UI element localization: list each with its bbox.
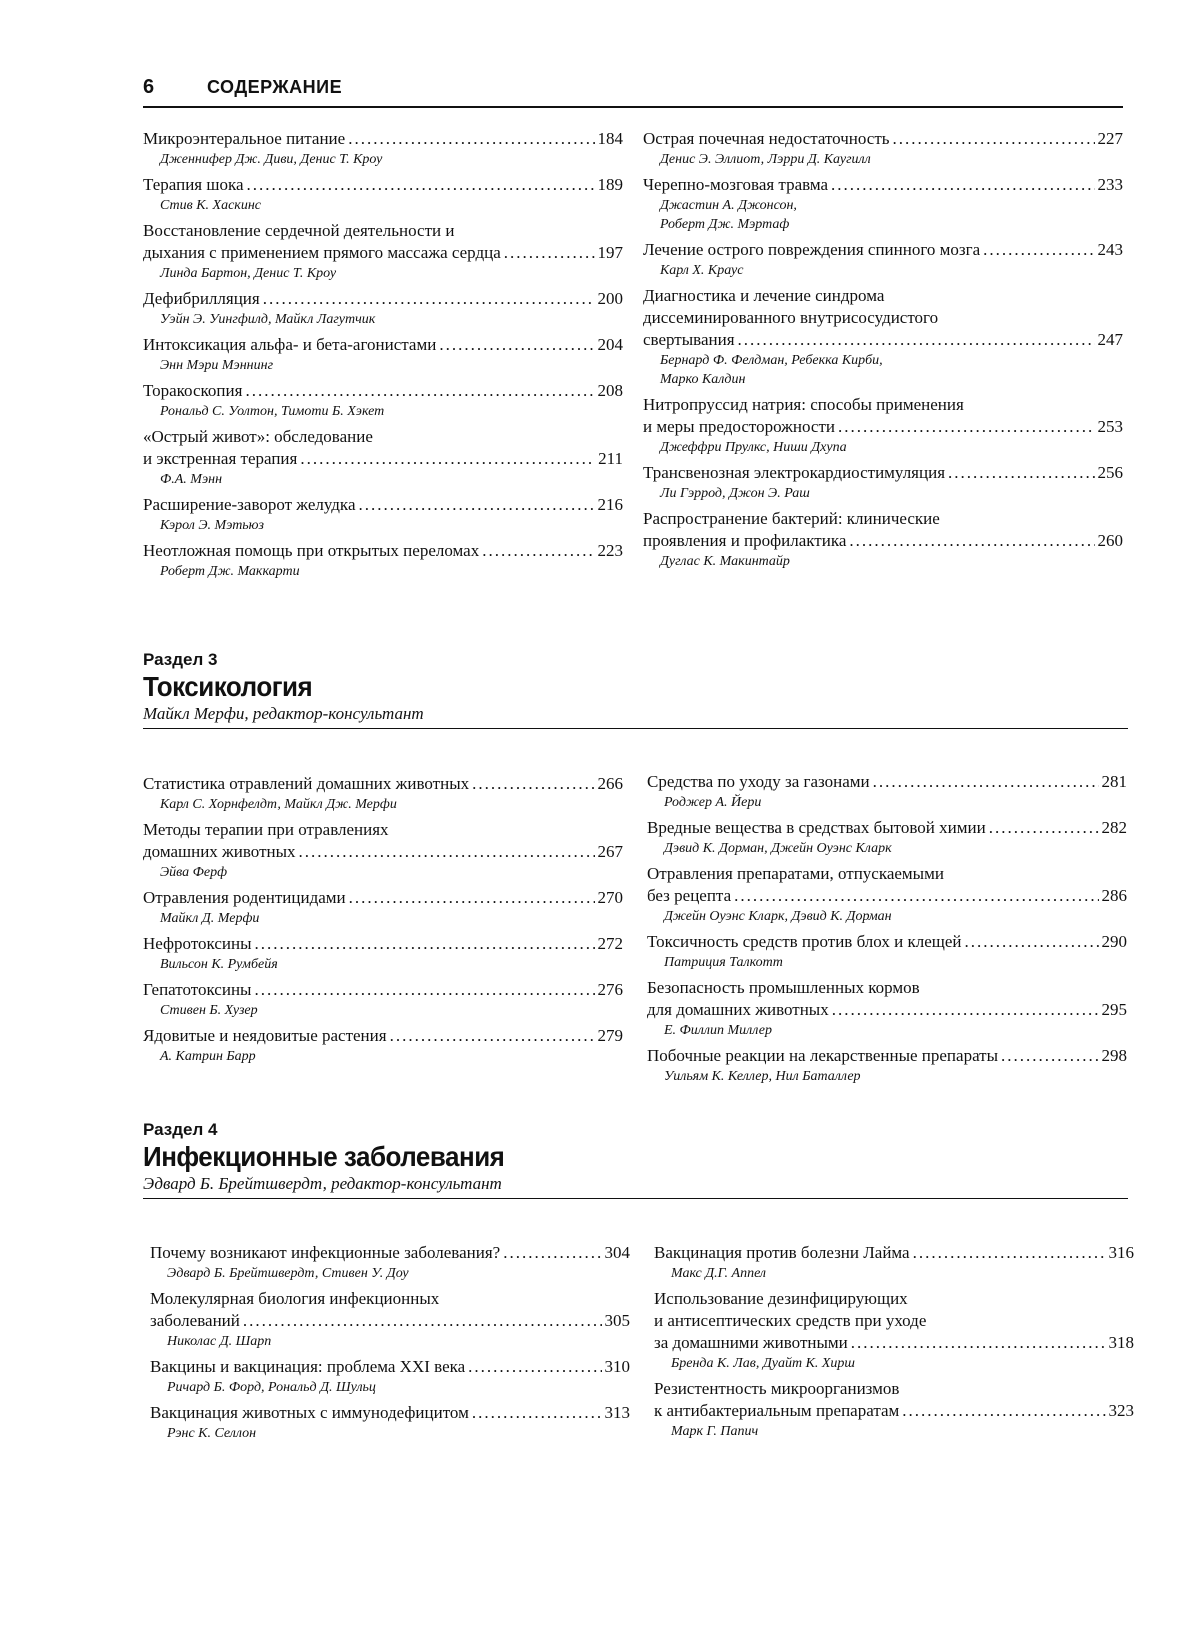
toc-entry-title: Торакоскопия bbox=[143, 381, 243, 400]
toc-entry-authors: Вильсон К. Румбейя bbox=[160, 957, 278, 972]
dot-leader bbox=[390, 1025, 595, 1047]
toc-entry-authors: Линда Бартон, Денис Т. Кроу bbox=[160, 266, 337, 281]
toc-entry-line bbox=[143, 288, 623, 310]
dot-leader bbox=[247, 174, 595, 196]
toc-entry-title: Восстановление сердечной деятельности и bbox=[143, 221, 455, 240]
dot-leader bbox=[851, 1332, 1106, 1354]
toc-entry-authors: Дженнифер Дж. Диви, Денис Т. Кроу bbox=[160, 152, 383, 167]
dot-leader bbox=[989, 817, 1099, 839]
toc-page-number: 216 bbox=[597, 495, 623, 514]
toc-entry bbox=[150, 1356, 630, 1397]
toc-entry bbox=[143, 128, 623, 169]
dot-leader bbox=[245, 380, 594, 402]
toc-entry bbox=[643, 508, 1123, 571]
toc-entry-title: Микроэнтеральное питание bbox=[143, 129, 346, 148]
toc-page-number: 267 bbox=[597, 842, 623, 861]
toc-entry-line bbox=[654, 1310, 1134, 1332]
toc-entry bbox=[647, 1045, 1127, 1086]
section-editor: Майкл Мерфи, редактор-консультант bbox=[143, 704, 424, 723]
dot-leader bbox=[902, 1400, 1105, 1422]
dot-leader bbox=[832, 999, 1099, 1021]
toc-entry-authors: Рэнс К. Селлон bbox=[167, 1426, 257, 1441]
toc-page-number: 295 bbox=[1101, 1000, 1127, 1019]
toc-entry bbox=[143, 819, 623, 882]
toc-entry-title: Расширение-заворот желудка bbox=[143, 495, 356, 514]
toc-entry-line bbox=[654, 1242, 1134, 1264]
toc-entry-title: Распространение бактерий: клинические bbox=[643, 509, 940, 528]
toc-entry-line bbox=[143, 334, 623, 356]
toc-entry-line bbox=[143, 426, 623, 448]
toc-entry-title: Острая почечная недостаточность bbox=[643, 129, 890, 148]
dot-leader bbox=[503, 1242, 601, 1264]
toc-entry-title: и антисептических средств при уходе bbox=[654, 1311, 927, 1330]
toc-entry-line bbox=[150, 1288, 630, 1310]
toc-entry-line bbox=[643, 174, 1123, 196]
toc-entry-authors: Карл Х. Краус bbox=[660, 263, 744, 278]
toc-entry-title: Терапия шока bbox=[143, 175, 244, 194]
toc-entry-authors: Эдвард Б. Брейтшвердт, Стивен У. Доу bbox=[167, 1266, 409, 1281]
toc-entry-line bbox=[150, 1402, 630, 1424]
toc-entry-title: Интоксикация альфа- и бета-агонистами bbox=[143, 335, 437, 354]
dot-leader bbox=[472, 773, 594, 795]
toc-entry-title: Отравления препаратами, отпускаемыми bbox=[647, 864, 944, 883]
toc-entry-authors: Марко Калдин bbox=[660, 372, 746, 387]
dot-leader bbox=[439, 334, 594, 356]
toc-entry-line bbox=[143, 841, 623, 863]
toc-entry-authors: Макс Д.Г. Аппел bbox=[671, 1266, 767, 1281]
toc-entry bbox=[143, 220, 623, 283]
toc-entry-title: Использование дезинфицирующих bbox=[654, 1289, 908, 1308]
toc-entry-title: Диагностика и лечение синдрома bbox=[643, 286, 885, 305]
toc-entry bbox=[647, 817, 1127, 858]
toc-entry-line bbox=[143, 494, 623, 516]
toc-entry-authors: Роберт Дж. Мэртаф bbox=[660, 217, 790, 232]
dot-leader bbox=[893, 128, 1095, 150]
toc-entry-title: домашних животных bbox=[143, 842, 296, 861]
toc-entry bbox=[643, 128, 1123, 169]
toc-entry-title: Нефротоксины bbox=[143, 934, 252, 953]
toc-entry-line bbox=[150, 1356, 630, 1378]
toc-entry-line bbox=[647, 999, 1127, 1021]
toc-page-number: 189 bbox=[597, 175, 623, 194]
dot-leader bbox=[964, 931, 1098, 953]
toc-entry bbox=[643, 285, 1123, 389]
page-number: 6 bbox=[143, 76, 155, 98]
toc-entry-authors: Бернард Ф. Фелдман, Ребекка Кирби, bbox=[660, 353, 883, 368]
toc-entry-line bbox=[643, 530, 1123, 552]
toc-entry bbox=[143, 426, 623, 489]
toc-entry-title: «Острый живот»: обследование bbox=[143, 427, 373, 446]
toc-entry-title: Отравления родентицидами bbox=[143, 888, 346, 907]
toc-entry-line bbox=[143, 128, 623, 150]
toc-entry bbox=[643, 462, 1123, 503]
toc-entry-line bbox=[643, 394, 1123, 416]
dot-leader bbox=[738, 329, 1095, 351]
toc-page-number: 243 bbox=[1097, 240, 1123, 259]
toc-entry-authors: Джеффри Прулкс, Ниши Дхупа bbox=[660, 440, 847, 455]
dot-leader bbox=[254, 979, 594, 1001]
toc-entry-authors: Роджер А. Йери bbox=[664, 795, 762, 810]
toc-entry-line bbox=[643, 508, 1123, 530]
toc-page-number: 204 bbox=[597, 335, 623, 354]
toc-entry-title: Средства по уходу за газонами bbox=[647, 772, 870, 791]
toc-entry-authors: Е. Филлип Миллер bbox=[664, 1023, 772, 1038]
toc-entry bbox=[654, 1288, 1134, 1373]
toc-entry-title: Безопасность промышленных кормов bbox=[647, 978, 920, 997]
toc-entry-title: Вредные вещества в средствах бытовой химии bbox=[647, 818, 986, 837]
toc-entry-line bbox=[150, 1242, 630, 1264]
toc-page-number: 304 bbox=[604, 1243, 630, 1262]
toc-page-number: 253 bbox=[1097, 417, 1123, 436]
toc-entry-authors: Николас Д. Шарп bbox=[167, 1334, 272, 1349]
toc-entry-line bbox=[654, 1332, 1134, 1354]
toc-entry-authors: Дэвид К. Дорман, Джейн Оуэнс Кларк bbox=[664, 841, 892, 856]
toc-entry bbox=[643, 394, 1123, 457]
toc-page-number: 227 bbox=[1097, 129, 1123, 148]
toc-entry-title: к антибактериальным препаратам bbox=[654, 1401, 900, 1420]
section-4-heading bbox=[143, 1120, 1128, 1199]
toc-entry-authors: Ричард Б. Форд, Рональд Д. Шульц bbox=[167, 1380, 376, 1395]
toc-page-number: 223 bbox=[597, 541, 623, 560]
toc-entry-title: дыхания с применением прямого массажа сердца bbox=[143, 243, 501, 262]
toc-entry-authors: Патриция Талкотт bbox=[664, 955, 783, 970]
toc-entry-title: и меры предосторожности bbox=[643, 417, 835, 436]
dot-leader bbox=[300, 448, 595, 470]
dot-leader bbox=[472, 1402, 602, 1424]
toc-page-number: 276 bbox=[597, 980, 623, 999]
toc-entry-line bbox=[654, 1288, 1134, 1310]
section-label: Раздел 4 bbox=[143, 1120, 218, 1139]
toc-page-number: 184 bbox=[597, 129, 623, 148]
toc-entry-title: Вакцинация против болезни Лайма bbox=[654, 1243, 910, 1262]
dot-leader bbox=[913, 1242, 1106, 1264]
section-3-heading bbox=[143, 650, 1128, 729]
toc-entry-authors: Стивен Б. Хузер bbox=[160, 1003, 258, 1018]
toc-entry-authors: Роберт Дж. Маккарти bbox=[160, 564, 300, 579]
toc-entry-line bbox=[143, 540, 623, 562]
toc-entry-title: Ядовитые и неядовитые растения bbox=[143, 1026, 387, 1045]
toc-entry bbox=[150, 1288, 630, 1351]
toc-entry-line bbox=[647, 1045, 1127, 1067]
dot-leader bbox=[948, 462, 1094, 484]
toc-page-number: 233 bbox=[1097, 175, 1123, 194]
toc-page-number: 260 bbox=[1097, 531, 1123, 550]
toc-entry-line bbox=[647, 771, 1127, 793]
toc-entry-line bbox=[143, 220, 623, 242]
toc-page-number: 310 bbox=[604, 1357, 630, 1376]
toc-entry bbox=[647, 977, 1127, 1040]
dot-leader bbox=[1001, 1045, 1098, 1067]
dot-leader bbox=[838, 416, 1095, 438]
toc-entry-authors: Кэрол Э. Мэтьюз bbox=[160, 518, 265, 533]
toc-entry-title: Черепно-мозговая травма bbox=[643, 175, 829, 194]
toc-entry bbox=[654, 1242, 1134, 1283]
toc-entry-title: для домашних животных bbox=[647, 1000, 829, 1019]
section-rule bbox=[143, 1198, 1128, 1199]
toc-page-number: 318 bbox=[1108, 1333, 1134, 1352]
toc-entry-line bbox=[643, 285, 1123, 307]
toc-entry-authors: Дуглас К. Макинтайр bbox=[660, 554, 790, 569]
section-rule bbox=[143, 728, 1128, 729]
toc-entry-authors: Уэйн Э. Уингфилд, Майкл Лагутчик bbox=[160, 312, 376, 327]
toc-entry bbox=[143, 887, 623, 928]
toc-page-number: 316 bbox=[1108, 1243, 1134, 1262]
toc-entry bbox=[647, 931, 1127, 972]
toc-entry-title: проявления и профилактика bbox=[643, 531, 847, 550]
toc-entry-title: Почему возникают инфекционные заболевания? bbox=[150, 1243, 501, 1262]
dot-leader bbox=[299, 841, 595, 863]
toc-entry-line bbox=[647, 885, 1127, 907]
toc-entry-title: диссеминированного внутрисосудистого bbox=[643, 308, 939, 327]
toc-entry-authors: Уильям К. Келлер, Нил Баталлер bbox=[664, 1069, 861, 1084]
toc-entry-line bbox=[143, 1025, 623, 1047]
toc-page-number: 286 bbox=[1101, 886, 1127, 905]
dot-leader bbox=[358, 494, 594, 516]
toc-page-number: 247 bbox=[1097, 330, 1123, 349]
toc-entry bbox=[143, 174, 623, 215]
toc-entry-title: Побочные реакции на лекарственные препараты bbox=[647, 1046, 999, 1065]
toc-entry-line bbox=[143, 887, 623, 909]
toc-entry-authors: Марк Г. Папич bbox=[671, 1424, 759, 1439]
toc-entry-line bbox=[643, 416, 1123, 438]
toc-entry bbox=[143, 773, 623, 814]
toc-entry-authors: Стив К. Хаскинс bbox=[160, 198, 261, 213]
toc-entry-line bbox=[647, 863, 1127, 885]
dot-leader bbox=[734, 885, 1098, 907]
toc-page-number: 270 bbox=[597, 888, 623, 907]
toc-entry-authors: Бренда К. Лав, Дуайт К. Хирш bbox=[671, 1356, 856, 1371]
dot-leader bbox=[263, 288, 595, 310]
toc-entry bbox=[143, 540, 623, 581]
toc-page-number: 313 bbox=[604, 1403, 630, 1422]
toc-entry bbox=[143, 288, 623, 329]
dot-leader bbox=[831, 174, 1094, 196]
toc-entry-authors: Джейн Оуэнс Кларк, Дэвид К. Дорман bbox=[664, 909, 892, 924]
section-label: Раздел 3 bbox=[143, 650, 218, 669]
toc-column-left bbox=[143, 773, 623, 1071]
toc-column-left bbox=[150, 1242, 630, 1448]
dot-leader bbox=[243, 1310, 602, 1332]
toc-entry-line bbox=[654, 1400, 1134, 1422]
dot-leader bbox=[504, 242, 595, 264]
running-head bbox=[143, 76, 1123, 108]
toc-entry-authors: Джастин А. Джонсон, bbox=[660, 198, 797, 213]
toc-entry-authors: А. Катрин Барр bbox=[160, 1049, 256, 1064]
dot-leader bbox=[983, 239, 1094, 261]
toc-entry-authors: Майкл Д. Мерфи bbox=[160, 911, 260, 926]
toc-entry-line bbox=[143, 448, 623, 470]
toc-page-number: 211 bbox=[598, 449, 623, 468]
toc-entry-authors: Ли Гэррод, Джон Э. Раш bbox=[660, 486, 810, 501]
toc-entry bbox=[647, 863, 1127, 926]
toc-entry-line bbox=[647, 977, 1127, 999]
toc-entry-title: Нитропруссид натрия: способы применения bbox=[643, 395, 964, 414]
toc-entry-line bbox=[643, 307, 1123, 329]
dot-leader bbox=[873, 771, 1099, 793]
toc-column-left bbox=[143, 128, 623, 586]
toc-entry bbox=[654, 1378, 1134, 1441]
toc-entry-line bbox=[143, 380, 623, 402]
dot-leader bbox=[468, 1356, 601, 1378]
toc-entry bbox=[143, 380, 623, 421]
toc-page-number: 305 bbox=[604, 1311, 630, 1330]
toc-entry-line bbox=[150, 1310, 630, 1332]
toc-page-number: 256 bbox=[1097, 463, 1123, 482]
toc-page-number: 208 bbox=[597, 381, 623, 400]
toc-entry-line bbox=[643, 329, 1123, 351]
toc-column-right bbox=[643, 128, 1123, 576]
running-head-title: СОДЕРЖАНИЕ bbox=[207, 77, 343, 97]
toc-entry-title: Трансвенозная электрокардиостимуляция bbox=[643, 463, 946, 482]
toc-page-number: 282 bbox=[1101, 818, 1127, 837]
toc-entry bbox=[647, 771, 1127, 812]
toc-entry-title: Вакцины и вакцинация: проблема XXI века bbox=[150, 1357, 466, 1376]
toc-page-number: 197 bbox=[597, 243, 623, 262]
toc-entry-title: свертывания bbox=[643, 330, 735, 349]
dot-leader bbox=[349, 887, 595, 909]
toc-entry-line bbox=[143, 773, 623, 795]
toc-entry bbox=[150, 1242, 630, 1283]
toc-column-right bbox=[654, 1242, 1134, 1446]
toc-page-number: 298 bbox=[1101, 1046, 1127, 1065]
toc-entry-authors: Эйва Ферф bbox=[160, 865, 228, 880]
toc-page-number: 290 bbox=[1101, 932, 1127, 951]
toc-entry-line bbox=[643, 239, 1123, 261]
toc-entry bbox=[150, 1402, 630, 1443]
toc-entry-title: за домашними животными bbox=[654, 1333, 848, 1352]
toc-entry-title: Гепатотоксины bbox=[143, 980, 252, 999]
toc-entry-title: без рецепта bbox=[647, 886, 732, 905]
toc-entry-line bbox=[143, 979, 623, 1001]
toc-entry-line bbox=[143, 242, 623, 264]
toc-entry-title: Лечение острого повреждения спинного мозга bbox=[643, 240, 981, 259]
toc-entry-title: и экстренная терапия bbox=[143, 449, 298, 468]
section-title: Инфекционные заболевания bbox=[143, 1140, 505, 1173]
toc-entry-line bbox=[643, 462, 1123, 484]
toc-entry-line bbox=[647, 817, 1127, 839]
section-title: Токсикология bbox=[143, 670, 313, 703]
dot-leader bbox=[348, 128, 594, 150]
toc-entry-authors: Денис Э. Эллиот, Лэрри Д. Каугилл bbox=[660, 152, 871, 167]
toc-entry-authors: Карл С. Хорнфелдт, Майкл Дж. Мерфи bbox=[160, 797, 397, 812]
toc-entry-line bbox=[647, 931, 1127, 953]
toc-entry-line bbox=[654, 1378, 1134, 1400]
toc-page-number: 281 bbox=[1101, 772, 1127, 791]
toc-entry bbox=[643, 239, 1123, 280]
toc-entry-line bbox=[643, 128, 1123, 150]
toc-entry-title: Статистика отравлений домашних животных bbox=[143, 774, 470, 793]
section-editor: Эдвард Б. Брейтшвердт, редактор-консультант bbox=[143, 1174, 502, 1193]
toc-entry bbox=[143, 933, 623, 974]
toc-page-number: 266 bbox=[597, 774, 623, 793]
toc-column-right bbox=[647, 771, 1127, 1091]
toc-entry bbox=[143, 979, 623, 1020]
toc-entry bbox=[143, 494, 623, 535]
toc-page-number: 200 bbox=[597, 289, 623, 308]
toc-entry-title: Токсичность средств против блох и клещей bbox=[647, 932, 962, 951]
toc-page-number: 279 bbox=[597, 1026, 623, 1045]
toc-entry bbox=[143, 334, 623, 375]
toc-entry-line bbox=[143, 819, 623, 841]
toc-entry-authors: Рональд С. Уолтон, Тимоти Б. Хэкет bbox=[160, 404, 385, 419]
toc-entry-title: Неотложная помощь при открытых переломах bbox=[143, 541, 480, 560]
dot-leader bbox=[482, 540, 594, 562]
dot-leader bbox=[255, 933, 595, 955]
dot-leader bbox=[849, 530, 1094, 552]
toc-entry-title: Молекулярная биология инфекционных bbox=[150, 1289, 440, 1308]
toc-entry-title: заболеваний bbox=[150, 1311, 240, 1330]
toc-page-number: 323 bbox=[1108, 1401, 1134, 1420]
toc-entry-authors: Энн Мэри Мэннинг bbox=[160, 358, 274, 373]
toc-entry bbox=[143, 1025, 623, 1066]
toc-entry-line bbox=[143, 933, 623, 955]
toc-entry-title: Методы терапии при отравлениях bbox=[143, 820, 389, 839]
toc-page-number: 272 bbox=[597, 934, 623, 953]
toc-entry-title: Резистентность микроорганизмов bbox=[654, 1379, 900, 1398]
toc-entry-title: Вакцинация животных с иммунодефицитом bbox=[150, 1403, 469, 1422]
toc-entry bbox=[643, 174, 1123, 234]
toc-entry-title: Дефибрилляция bbox=[143, 289, 260, 308]
toc-entry-authors: Ф.А. Мэнн bbox=[160, 472, 223, 487]
toc-entry-line bbox=[143, 174, 623, 196]
